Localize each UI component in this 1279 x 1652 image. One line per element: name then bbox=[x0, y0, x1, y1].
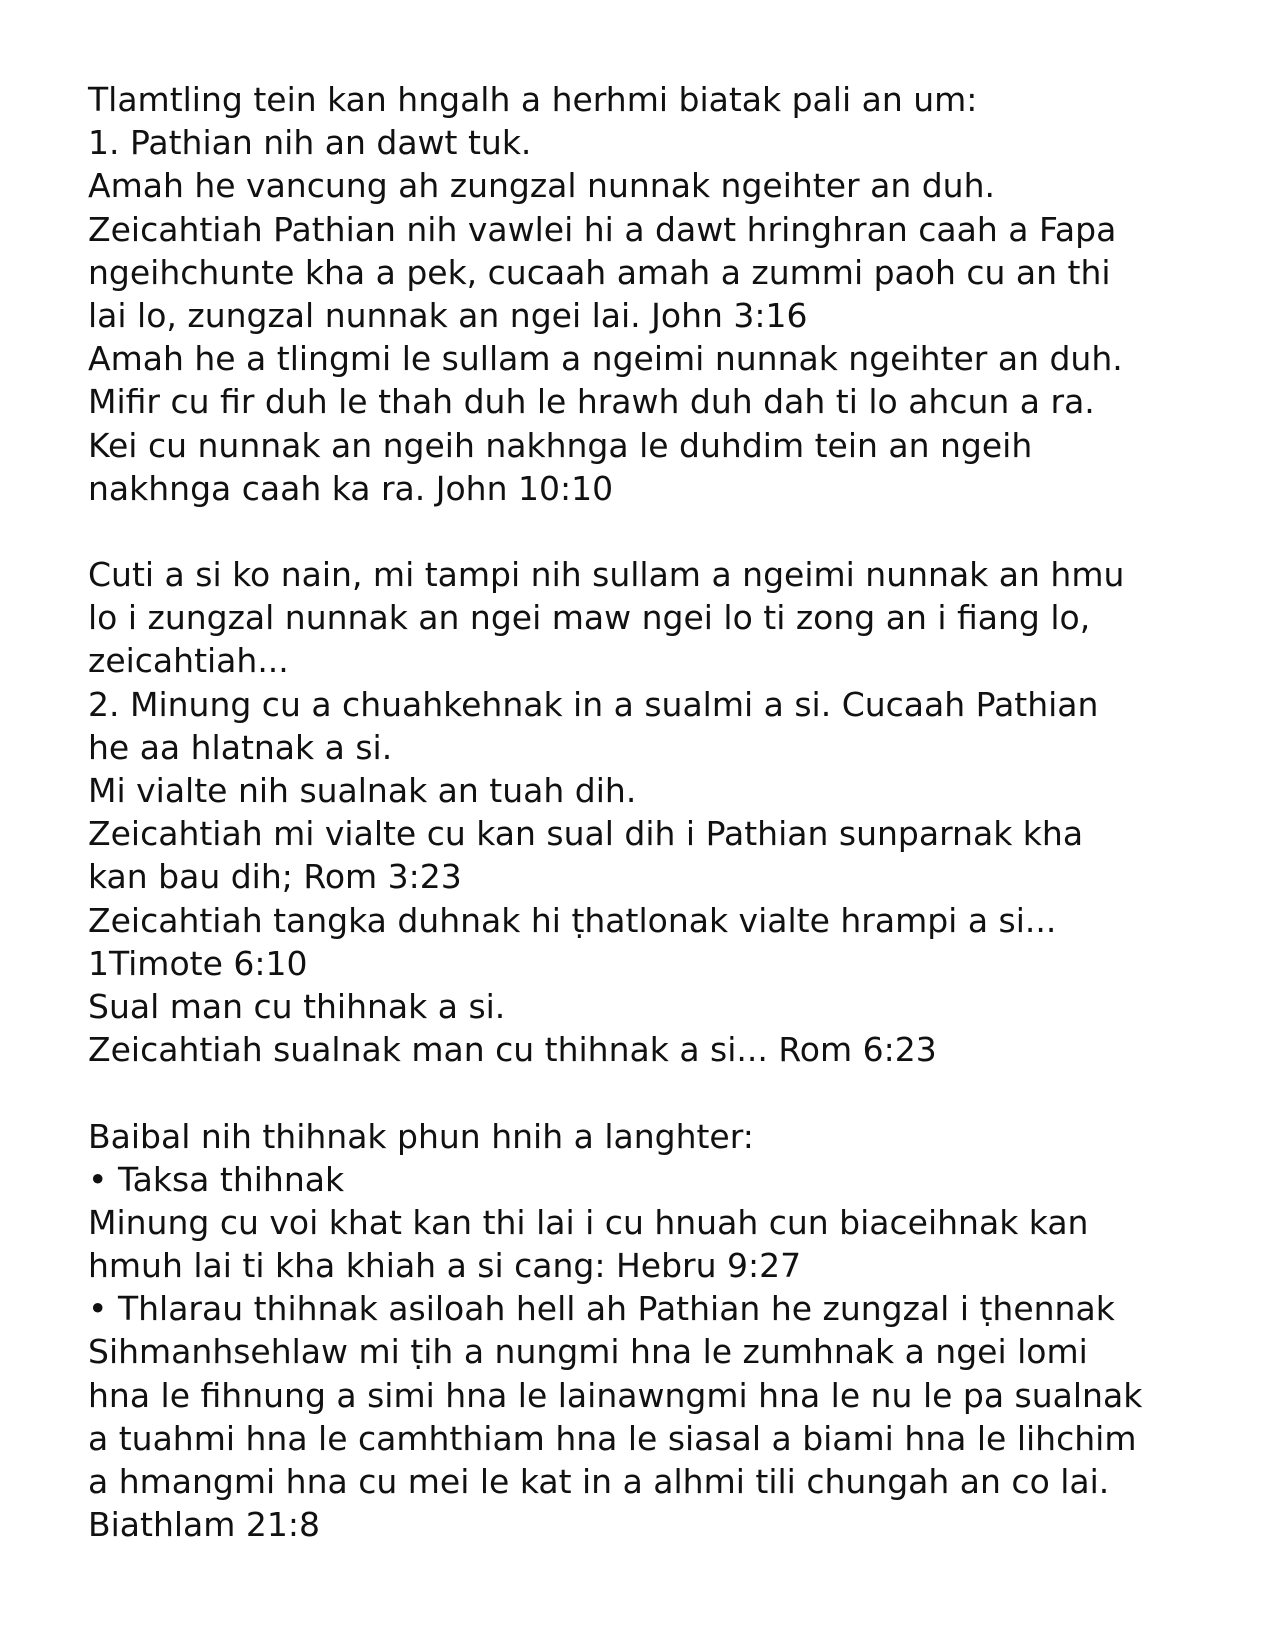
text-line: Sual man cu thihnak a si. bbox=[88, 986, 506, 1026]
text-line: he aa hlatnak a si. bbox=[88, 727, 393, 767]
text-line: Mifir cu fir duh le thah duh le hrawh duh dah ti lo ahcun a ra. bbox=[88, 382, 1095, 422]
text-line: Kei cu nunnak an ngeih nakhnga le duhdim tein an ngeih bbox=[88, 425, 1033, 465]
text-line: Minung cu voi khat kan thi lai i cu hnuah cun biaceihnak kan bbox=[88, 1202, 1089, 1242]
text-line: Mi vialte nih sualnak an tuah dih. bbox=[88, 771, 637, 810]
text-line: Biathlam 21:8 bbox=[88, 1505, 321, 1545]
text-line: Amah he vancung ah zungzal nunnak ngeihter an duh. bbox=[88, 166, 995, 206]
text-line: lo i zungzal nunnak an ngei maw ngei lo ti zong an i fiang lo, bbox=[88, 598, 1091, 638]
text-line: Tlamtling tein kan hngalh a herhmi biatak pali an um: bbox=[88, 80, 978, 119]
bullet-line: • Taksa thihnak bbox=[88, 1159, 345, 1199]
text-line: kan bau dih; Rom 3:23 bbox=[88, 857, 462, 897]
text-line: 1. Pathian nih an dawt tuk. bbox=[88, 123, 532, 163]
text-line: lai lo, zungzal nunnak an ngei lai. John 3:16 bbox=[88, 295, 808, 335]
text-line: hna le fihnung a simi hna le lainawngmi hna le nu le pa sualnak bbox=[88, 1375, 1143, 1415]
document-page bbox=[88, 78, 1228, 1546]
text-line: hmuh lai ti kha khiah a si cang: Hebru 9:27 bbox=[88, 1246, 802, 1286]
bullet-line: • Thlarau thihnak asiloah hell ah Pathian he zungzal i ṭhennak bbox=[88, 1289, 1115, 1329]
text-line: 1Timote 6:10 bbox=[88, 943, 308, 983]
text-line: Baibal nih thihnak phun hnih a langhter: bbox=[88, 1116, 754, 1156]
text-line: a tuahmi hna le camhthiam hna le siasal a biami hna le lihchim bbox=[88, 1418, 1137, 1458]
text-line: a hmangmi hna cu mei le kat in a alhmi tili chungah an co lai. bbox=[88, 1462, 1110, 1501]
text-line: Zeicahtiah sualnak man cu thihnak a si... Rom 6:23 bbox=[88, 1030, 937, 1070]
text-line: 2. Minung cu a chuahkehnak in a sualmi a si. Cucaah Pathian bbox=[88, 684, 1099, 724]
paragraph-gap bbox=[88, 510, 1228, 553]
text-line: ngeihchunte kha a pek, cucaah amah a zummi paoh cu an thi bbox=[88, 252, 1111, 292]
text-line: Cuti a si ko nain, mi tampi nih sullam a ngeimi nunnak an hmu bbox=[88, 555, 1125, 595]
paragraph-gap bbox=[88, 1071, 1228, 1114]
text-line: Sihmanhsehlaw mi ṭih a nungmi hna le zumhnak a ngei lomi bbox=[88, 1332, 1088, 1372]
text-line: Zeicahtiah mi vialte cu kan sual dih i Pathian sunparnak kha bbox=[88, 814, 1084, 854]
text-line: zeicahtiah... bbox=[88, 641, 289, 681]
text-line: Zeicahtiah tangka duhnak hi ṭhatlonak vialte hrampi a si... bbox=[88, 900, 1057, 940]
text-line: Zeicahtiah Pathian nih vawlei hi a dawt hringhran caah a Fapa bbox=[88, 209, 1117, 249]
text-line: nakhnga caah ka ra. John 10:10 bbox=[88, 468, 614, 508]
text-line: Amah he a tlingmi le sullam a ngeimi nunnak ngeihter an duh. bbox=[88, 339, 1123, 379]
